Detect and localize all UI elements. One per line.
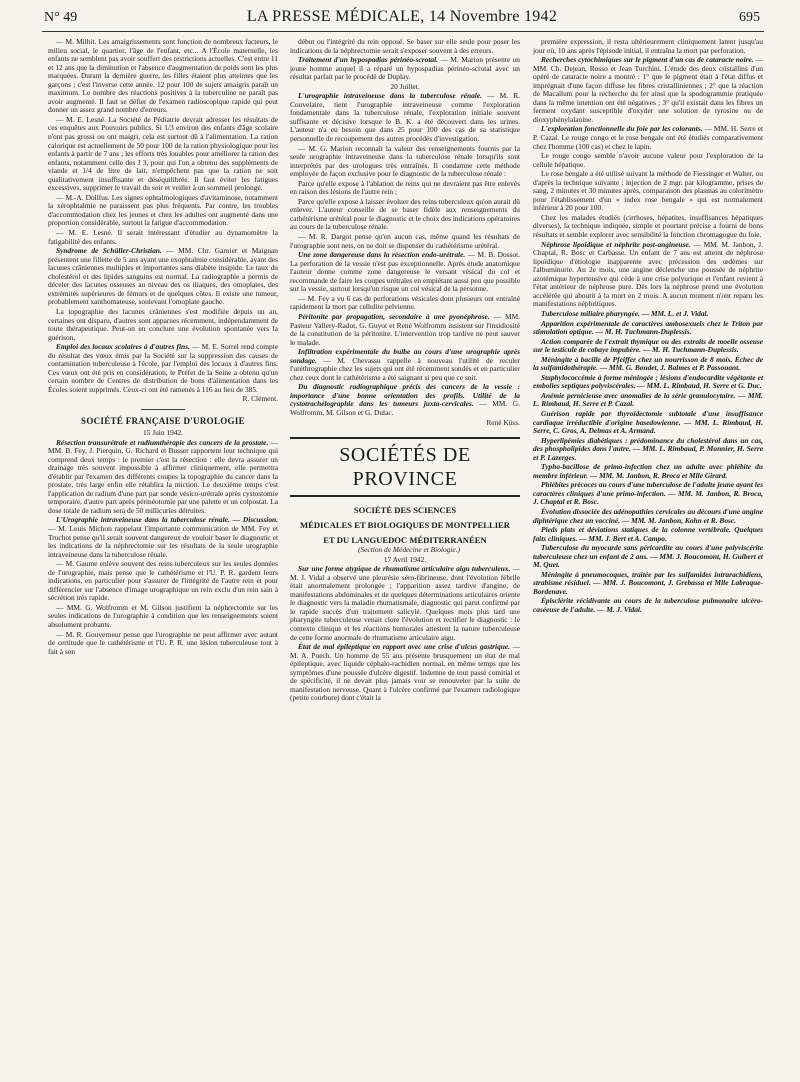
signature: René Küss.: [486, 417, 520, 427]
communication-text: — MM. G. Wolfromm, M. Gilson et G. Dulac.: [290, 399, 520, 417]
paragraph: [290, 92, 520, 143]
communication-text: — M. A. Puech. Un homme de 55 ans présente brusquement un état de mal épileptique, avec liquide céphalo-rachidien normal, en même temps que les symptômes d'une poussée d'ulcère digestif. Indemne de tout passé comitial et de spécificité, il ne devait plus jamais voir se renouveler par la suite de manifestation nerveuse. Quant à l'ulcère confirmé par l'examen radiologique (petite courbure) dont c'était la: [290, 642, 520, 703]
paragraph: Parce qu'elle expose à l'ablation de reins qui ne devraient pas être enlevés en raison des lésions de l'autre rein ;: [290, 178, 520, 197]
communication-text: — M. R. Couvelaire, tient l'urographie intraveineuse comme l'exploration fondamentale dans la tuberculose rénale, l'exploration initiale souvent suffisante et décisive lorsque le B. K. a été découvert dans les urines. L'auteur n'a eu besoin que dans 25 pour 100 des cas de sa statistique personnelle de recoupement des autres procédés d'investigation.: [290, 91, 520, 144]
communication-title: Emploi des locaux scolaires à d'autres fins.: [56, 342, 190, 352]
communication-entry: Tuberculose du myocarde sans péricardite au cours d'une polyviscérite tuberculeuse chez un enfant de 2 ans. — MM. J. Boucomont, H. Guibert et M. Quet.: [533, 543, 763, 570]
paragraph: [533, 56, 763, 124]
communication-title: Traitement d'un hypospadias périnéo-scrotal.: [298, 55, 438, 65]
communication-entry: Staphylococcémie à forme méningée ; lésions d'endocardite végétante et embolies septiques polyviscérales. — MM. L. Rimbaud, H. Serre et G. Duc.: [533, 372, 763, 391]
communication-text: — MM. H. Serre et P. Cazal. Le rouge congo et le rose bengale ont été étudiés comparativement chez l'homme (100 cas) et chez le lapin.: [533, 124, 763, 151]
communication-entry: Méningite à pneumocoques, traitée par les sulfamides intrarachidiens, strabisme résiduel. — MM. J. Boucomont, J. Grebassa et Mlle Labraque-Bordenave.: [533, 569, 763, 596]
paragraph: — MM. G. Wolfromm et M. Gilson justifient la néphrectomie sur les seules indications de l'urographie à condition que les renseignements soient absolument probants.: [48, 602, 278, 629]
paragraph: — M. R. Dargot pense qu'en aucun cas, même quand les résultats de l'urographie sont nets, on ne doit se dispenser du cathétérisme urétéral.: [290, 232, 520, 250]
paragraph: début ou l'intégrité du rein opposé. Se baser sur elle seule pour poser les indications de la néphrectomie serait s'exposer souvent à des erreurs.: [290, 37, 520, 55]
paragraph: [290, 251, 520, 294]
column-right: [533, 38, 763, 616]
paragraph: — M. G. Marion reconnaît la valeur des renseignements fournis par la seule urographie intraveineuse dans la tuberculose rénale lorsqu'ils sont interprétés par des urologues très entraînés. Il condamne cette méthode employée de façon exclusive pour le diagnostic de la tuberculose rénale :: [290, 143, 520, 179]
communication-text: — M. Chevassu rappelle à nouveau l'utilité de reculer l'uréthrographie chez les sujets qui ont été récemment sondés et en particulier chez ceux dont le cathétérisme a été saignant si peu que ce soit.: [290, 355, 520, 382]
communication-entry: Méningite à bacille de Pfeiffer chez un nourrisson de 8 mois. Échec de la sulfamidothérapie. — MM. G. Boudet, J. Balmes et P. Passouant.: [533, 354, 763, 373]
communication-entry: Tuberculose miliaire pharyngée. — MM. L. et J. Vidal.: [541, 308, 709, 318]
communication-title: État de mal épileptique en rapport avec une crise d'ulcus gastrique.: [298, 642, 511, 652]
paragraph: — M.-A. Dollfus. Les signes ophtalmologiques d'avitaminose, notamment la xérophtalmie ne paraissent pas plus fréquents. Par contre, les troubles d'accommodation chez les jeunes et chez les adultes ont augmenté dans une proportion considérable, surtout la fatigue d'accommodation.: [48, 192, 278, 228]
society-heading-line: SOCIÉTÉ DES SCIENCES: [353, 505, 457, 516]
session-date: 20 Juillet.: [390, 81, 420, 91]
communication-entry: Anémie pernicieuse avec anomalies de la série granulocytaire. — MM. L. Rimbaud, H. Serre et P. Cazal.: [533, 390, 763, 409]
divider: [141, 409, 185, 410]
page-number: 695: [739, 10, 760, 25]
paragraph: [533, 125, 763, 151]
communication-text: — MM. M. Janbon, J. Chaptal, R. Bosc et Carbasse. Un enfant de 7 ans est atteint de néphrose lipoïdique d'étiologie inapparente avec précession des œdèmes sur l'albuminurie. Au 2e mois, une angine déclenche une poussée de néphrite azotémique hypertensive qui cède à une crise polyurique et l'enfant revient à l'état antérieur de néphrose pure. Dès lors la néphrose prend une évolution accélérée qui aboutit à la mort en 2 mois. A aucun moment n'ont reparu les manifestations néphritiques.: [533, 239, 764, 309]
paragraph: [48, 343, 278, 394]
paragraph: — M. Gaume enlève souvent des reins tuberculeux sur les seules données de l'urographie, mais pense que le cathétérisme et l'U. P. R. gardent leurs indications, en particulier pour s'assurer de l'intégrité de l'autre rein et pour différencier sur l'absence d'image urographique un rein exclu d'un rein sain à sécrétion très rapide.: [48, 559, 278, 603]
communication-entry: Apparition expérimentale de caractères ambosexuels chez le Triton par stimulation optique. — M. H. Tuchmann-Duplessis.: [533, 318, 763, 337]
communication-entry: Épisclérite récidivante au cours de la tuberculose pulmonaire ulcéro-caséeuse de l'adulte. — M. J. Vidal.: [533, 596, 763, 614]
communication-entry: Action comparée de l'extrait thymique ou des extraits de moelle osseuse sur le testicule de cobaye impubère. — M. H. Tuchmann-Duplessis.: [533, 336, 763, 355]
communication-text: — M. B. Dossot. La perforation de la vessie n'est pas exceptionnelle. Après étude anatomique l'auteur donne comme zone dangereuse le versant vésical du col et recommande de faire les coupes urétrales en empiétant aussi peu que possible sur la vessie, surtout lorsqu'un risque un col vésical de la personne.: [290, 250, 520, 294]
society-section: (Section de Médecine et Biologie.): [358, 545, 460, 555]
paragraph: — M. E. Lesné. Il serait intéressant d'étudier au dynamomètre la fatigabilité des enfants.: [48, 228, 278, 246]
page-header: [40, 8, 764, 30]
paragraph: — M. R. Gouverneur pense que l'urographie ne peut affirmer avec autant de certitude que le cathétérisme et l'U. P. R. une lésion tuberculeuse tout à fait à son: [48, 629, 278, 656]
journal-title: LA PRESSE MÉDICALE, 14 Novembre 1942: [246, 8, 558, 25]
header-rule: [42, 31, 764, 32]
communication-title: L'urographie intraveineuse dans la tuberculose rénale.: [298, 91, 482, 101]
paragraph: [290, 348, 520, 382]
column-left: [48, 38, 278, 657]
communication-title: Syndrome de Schüller-Christian.: [56, 246, 162, 256]
paragraph: [290, 313, 520, 347]
communication-entry: Hyperlipémies diabétiques : prédominance du cholestérol dans un cas, des phospholipides dans l'autre. — MM. L. Rimbaud, P. Monnier, H. Serre et P. Lazerges.: [533, 435, 763, 462]
paragraph: première expression, il resta ultérieurement cliniquement latent jusqu'au jour où, 10 ans après l'épisode initial, il entraîna la mort par perforation.: [533, 37, 763, 55]
communication-entry: Typho-bacillose de primo-infection chez un adulte avec phlébite du membre inférieur. — MM. M. Janbon, R. Broca et Mlle Girard.: [533, 462, 763, 480]
paragraph: [290, 565, 520, 642]
paragraph: [533, 241, 763, 309]
communication-title: Néphrose lipoïdique et néphrite post-angineuse.: [541, 239, 691, 249]
paragraph: Parce qu'elle expose à laisser évoluer des reins tuberculeux qu'on aurait dû enlever. L'auteur conseille de se baser fidèle aux renseignements du cathétérisme urétéral pour le diagnostic et le choix des indications opératoires au cours de la tuberculose rénale.: [290, 196, 520, 232]
column-middle: [290, 38, 520, 704]
paragraph: [290, 383, 520, 417]
communication-title: Du diagnostic radiographique précis des cancers de la vessie : importance d'une bonne orientation des profils. Utilité de la cystotrachélographie dans les tumeurs juxta-cervicales.: [290, 382, 520, 409]
communication-text: — MM. B. Fey, J. Pierquin, G. Richard et Busser rapportent leur technique qui comprend deux temps : le premier c'est la résection : elle devra assurer un drainage très souvent impossible à affirmer cliniquement, elle permettra d'établir par l'examen des différents coupes la topographie du cancer dans la prostate, très large enfin elle rétablira la miction. Le deuxième temps c'est l'application de radium d'une part par sonde vésico-urétrale après cystostomie temporaire, d'autre part après périnéotomie par une palette et un colpostat. La dose totale de radium sera de 50 millicuries détruites.: [48, 437, 278, 515]
communication-title: Péritonite par propagation, secondaire à une pyonéphrose.: [298, 311, 490, 321]
paragraph: [290, 56, 520, 82]
issue-number: N° 49: [44, 10, 78, 25]
section-banner: SOCIÉTÉS DE PROVINCE: [290, 437, 520, 497]
communication-text: — M. Louis Michon rappelant l'importante communication de MM. Fey et Truchot pense qu'il serait souvent dangereux de vouloir baser le diagnostic et les indications de la néphrectomie sur les résultats de la seule urographie intraveineuse dans la tuberculose rénale.: [48, 523, 278, 559]
communication-text: — MM. Ch. Dejean, Rosso et Jean Turchini. L'étude des deux cristallins d'un opéré de cataracte noire a montré : 1° que le pigment était à l'état diffus et imprégnait d'une façon diffuse les fibres cristalliniennes ; 2° que la réaction de Macallum pour la recherche du fer ainsi que la spodogrammie pratiquée dans la même intention ont été négatives ; 3° qu'il existait dans les fibres un ferment oxydant susceptible d'oxyder une solution de tyrosine ou de dioxyphénylalanine.: [533, 55, 763, 124]
paragraph: [48, 516, 278, 559]
society-heading: SOCIÉTÉ FRANÇAISE D'UROLOGIE: [81, 415, 245, 426]
communication-entry: Pieds plats et déviations statiques de la colonne vertébrale. Quelques faits cliniques. — MM. J. Bert et A. Campo.: [533, 525, 763, 543]
paragraph: La topographie des lacunes crâniennes s'est modifiée depuis un an, certaines ont disparu, d'autres sont apparues récemment, indépendamment de toute thérapeutique. Peut-on en conclure une évolution spontanée vers la guérison.: [48, 306, 278, 342]
paragraph: [48, 247, 278, 307]
paragraph: Le rouge congo semble n'avoir aucune valeur pour l'exploration de la cellule hépatique.: [533, 151, 763, 169]
paragraph: [290, 643, 520, 703]
communication-title: Recherches cytochimiques sur le pigment d'un cas de cataracte noire.: [541, 55, 754, 65]
communication-title: Sur une forme atypique de rhumatisme articulaire aigu tuberculeux.: [298, 564, 511, 574]
session-date: 15 Juin 1942.: [142, 427, 184, 437]
paragraph: Chez les malades étudiés (cirrhoses, hépatites, insuffisances hépatiques diverses), la technique indiquée, simple et pourtant précise a fourni de bons résultats et semble explorer avec sensibilité la fonction chromagogue du foie.: [533, 212, 763, 240]
session-date: 17 Avril 1942.: [383, 554, 427, 564]
communication-text: — M. Marion présente un jeune homme auquel il a réparé un hypospadias périnéo-scrotal avec un résultat parfait par le procédé de Duplay.: [290, 55, 520, 82]
communication-title: Une zone dangereuse dans la résection endo-urétrale.: [298, 250, 466, 260]
communication-title: L'exploration fonctionnelle du foie par les colorants.: [541, 124, 703, 134]
paragraph: [48, 439, 278, 516]
paragraph: — M. Fey a vu 6 cas de perforations vésicales dont plusieurs ont entraîné rapidement la mort par cellulite pelvienne.: [290, 293, 520, 312]
communication-title: Résection transurétrale et radiumthérapie des cancers de la prostate.: [56, 437, 269, 447]
communication-text: — M. E. Sorrel rend compte du résultat des vœux émis par la Société sur la suppression des causes de contamination tuberculeuse à l'école, par l'emploi des locaux à d'autres fins. Ces vœux ont été pris en considération, le Préfet de la Seine a obtenu qu'un certain nombre de Centres de distribution de bons d'alimentation dans les Écoles soient supprimés. Ceux-ci ont été ramenés à 116 au lieu de 385.: [48, 342, 279, 394]
paragraph: — M. E. Lesné. La Société de Pédiatrie devrait adresser les résultats de ces enquêtes aux Pouvoirs publics. Si 1/3 environ des enfants d'âge scolaire n'ont pas grossi ou ont maigri, cela est surtout dû à l'alimentation. La ration calorique est actuellement de 50 pour 100 de la ration physiologique pour les enfants à partir de 7 ans ; les efforts très louables pour améliorer la ration des enfants, notamment celle des J 3, pour qui l'on a obtenu des suppléments de viande et 1/4 de litre de lait, n'empêchent pas que la ration ne soit qualitativement insuffisante et déséquilibrée. Il faut éviter les fatigues excessives, supprimer le travail du soir et veiller à un sommeil prolongé.: [48, 114, 278, 193]
communication-text: — MM. Chr. Garnier et Maignan présentent une fillette de 5 ans ayant une exophtalmie considérable, ayant des lacunes crâniennes multiples et importantes sans diabète insipide. Le taux du cholestérol et des lipides sanguins est normal. La radiographie a permis de déceler des lacunes osseuses au niveau des os iliaques, des omoplates, des extrémités supérieures de fémurs et de quelques côtes. Il existe une tumeur, probablement xanthomateuse, soulevant l'omoplate gauche.: [48, 246, 278, 307]
society-heading-line: ET DU LANGUEDOC MÉDITERRANÉEN: [323, 535, 487, 546]
society-heading-line: MÉDICALES ET BIOLOGIQUES DE MONTPELLIER: [300, 520, 510, 531]
communication-entry: Guérison rapide par thyroïdectomie subtotale d'une insuffisance cardiaque irréductible d'origine basedowienne. — MM. L. Rimbaud, H. Serre, C. Gros, A. Delmas et A. Armand.: [533, 408, 763, 436]
communication-text: — MM. Pasteur Vallery-Radot, G. Guyot et René Wolfromm insistent sur l'insidiosité de la constitution de la péritonite. L'intervention trop tardive ne peut sauver le malade.: [290, 311, 520, 347]
paragraph: — M. Milhit. Les amaigrissements sont fonction de nombreux facteurs, le milieu social, le quartier, l'âge de l'enfant, etc... A l'École maternelle, les enfants ne semblent pas avoir souffert des restrictions actuelles. C'est entre 11 et 12 ans que la diminution et l'absence d'augmentation de poids sont les plus marquées. Durant la dernière guerre, les filles étaient plus atteintes que les garçons ; c'est l'inverse cette année. 12 pour 100 de sujets amaigris paraît un maximum. Le nombre des réactions positives à la tuberculine ne paraît pas avoir augmenté. Il faut se défier de l'examen radioscopique rapide qui peut donner un assez grand nombre d'erreurs.: [48, 37, 278, 115]
communication-entry: Évolution dissociée des adénopathies cervicales au décours d'une angine diphtérique chez un vacciné. — MM. M. Janbon, Kohn et R. Bosc.: [533, 506, 763, 525]
paragraph: Le rose bengale a été utilisé suivant la méthode de Fiessinger et Walter, ou d'après la technique suivante : injection de 2 mgr. par kilogramme, prises de sang, 2 minutes et 30 minutes après, comparaison des plasmas au colorimètre pour l'établissement d'un « index rose bengale » qui est normalement inférieur à 20 pour 100.: [533, 169, 763, 213]
communication-title: Infiltration expérimentale du bulbe au cours d'une urographie après sondage.: [290, 347, 520, 365]
communication-title: L'Urographie intraveineuse dans la tuberculose rénale. — Discussion.: [56, 515, 278, 525]
communication-text: — M. J. Vidal a observé une pleurésie séro-fibrineuse, dont l'évolution fébrile était anormalement prolongée ; l'apparition assez tardive d'angine, de manifestations abdominales et de quelques déterminations articulaires oriente le diagnostic vers la maladie rhumatismale, diagnostic qui parut confirmé par le rapide succès d'un traitement salicylé. Quelques mois plus tard une pharyngite tuberculeuse venait clore l'évolution et rectifier le diagnostic : le contexte clinique et les réactions humorales attestent la nature tuberculeuse de cette forme anormale de rhumatisme articulaire aigu.: [290, 564, 520, 642]
communication-entry: Phlébites précoces au cours d'une tuberculose de l'adulte jeune ayant les caractères cliniques d'une primo-infection. — MM. M. Janbon, R. Broca, J. Chaptal et R. Bosc.: [533, 480, 763, 507]
signature: R. Clément.: [242, 394, 278, 404]
